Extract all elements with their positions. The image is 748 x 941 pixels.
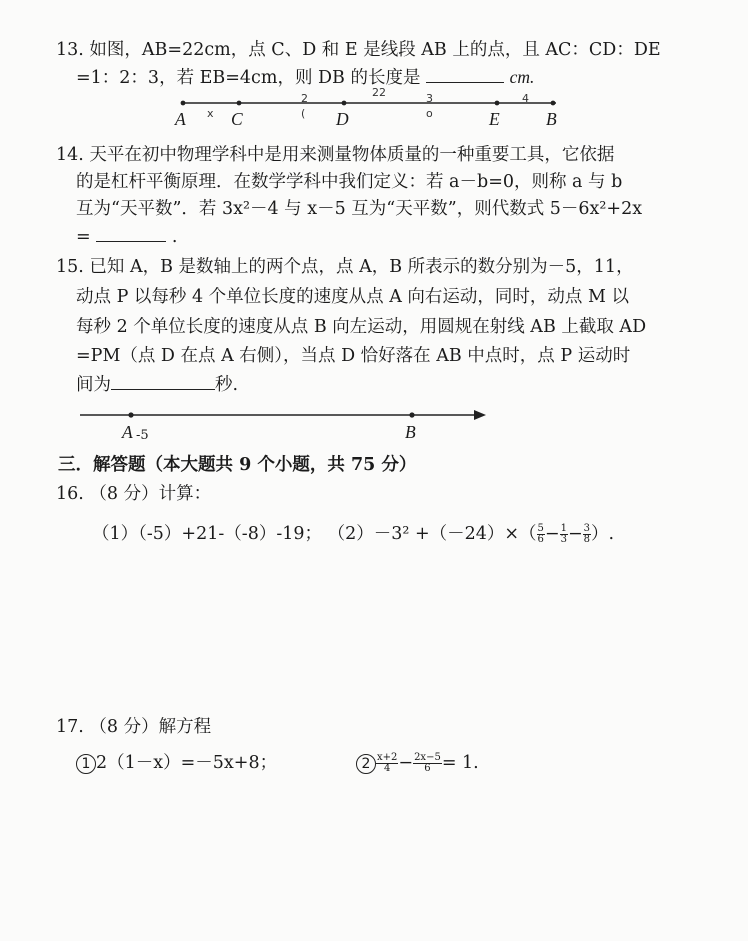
q16-part2-prefix: （2）－3² +（－24）×（ bbox=[327, 524, 537, 544]
q16-expressions bbox=[92, 523, 614, 545]
q14-text-3: 互为“天平数”．若 3x²－4 与 x－5 互为“天平数”，则代数式 5－6x²+2x bbox=[76, 199, 643, 219]
q16-points: （8 分）计算： bbox=[89, 484, 212, 504]
q15-text-1: 已知 A，B 是数轴上的两个点，点 A，B 所表示的数分别为－5，11， bbox=[89, 257, 634, 277]
q13-handwritten-3: 3 bbox=[426, 92, 433, 105]
q13-unit: cm. bbox=[509, 67, 535, 87]
q13-label-b: B bbox=[546, 109, 557, 129]
q13-label-d: D bbox=[336, 109, 349, 129]
q13-text-1: 如图，AB=22cm，点 C、D 和 E 是线段 AB 上的点，且 AC：CD：DE bbox=[89, 40, 661, 60]
q17-eq2-suffix: = 1. bbox=[441, 753, 479, 773]
q13-handwritten-paren: ( bbox=[301, 107, 306, 120]
q13-handwritten-22: 22 bbox=[372, 86, 386, 99]
q16-minus-2: − bbox=[567, 524, 583, 544]
q16-f1-num: 5 bbox=[537, 523, 544, 534]
q13-handwritten-2: 2 bbox=[301, 92, 308, 105]
q17-fa-den: 4 bbox=[384, 763, 391, 774]
q15-label-b: B bbox=[405, 422, 416, 442]
q17-minus: − bbox=[398, 753, 414, 773]
q16-header bbox=[56, 483, 211, 505]
q16-fraction-3-8 bbox=[583, 524, 591, 545]
q16-fraction-1-3 bbox=[560, 524, 568, 545]
q17-fraction-b bbox=[413, 753, 442, 774]
q16-f2-den: 3 bbox=[560, 534, 567, 545]
q17-header bbox=[56, 716, 211, 738]
q13-label-c: C bbox=[231, 109, 243, 129]
q14-number: 14. bbox=[56, 145, 84, 165]
q16-part2-suffix: ）. bbox=[591, 524, 615, 544]
q14-equals: = bbox=[76, 227, 91, 247]
q13-handwritten-4: 4 bbox=[522, 92, 529, 105]
q17-fb-den: 6 bbox=[424, 763, 431, 774]
q17-fa-num: x+2 bbox=[377, 752, 398, 763]
q15-text-4: =PM（点 D 在点 A 右侧），当点 D 恰好落在 AB 中点时，点 P 运动时 bbox=[76, 346, 631, 366]
q13-handwritten-x: x bbox=[207, 107, 214, 120]
q13-text-2: =1：2：3，若 EB=4cm，则 DB 的长度是 bbox=[76, 68, 421, 88]
q13-handwritten-o: o bbox=[426, 107, 433, 120]
q16-minus-1: − bbox=[544, 524, 560, 544]
q17-circled-2: 2 bbox=[356, 754, 376, 774]
q16-f2-num: 1 bbox=[560, 523, 567, 534]
q17-fraction-a bbox=[376, 753, 398, 774]
q17-points: （8 分）解方程 bbox=[89, 717, 212, 737]
q15-number: 15. bbox=[56, 257, 84, 277]
q17-equation-2 bbox=[356, 752, 479, 774]
q13-label-e: E bbox=[489, 109, 500, 129]
q14-period: . bbox=[171, 227, 178, 247]
q16-number: 16. bbox=[56, 484, 84, 504]
q16-f3-num: 3 bbox=[583, 523, 591, 534]
q15-text-3: 每秒 2 个单位长度的速度从点 B 向左运动，用圆规在射线 AB 上截取 AD bbox=[76, 317, 647, 337]
q13-label-a: A bbox=[175, 109, 186, 129]
q16-part1: （1）（-5）+21-（-8）-19； bbox=[92, 524, 323, 544]
q17-eq1: 2（1－x）=－5x+8； bbox=[96, 753, 278, 773]
q15-text-2: 动点 P 以每秒 4 个单位长度的速度从点 A 向右运动，同时，动点 M 以 bbox=[76, 287, 629, 307]
q15-text-5b: 秒. bbox=[215, 375, 239, 395]
q14-text-2: 的是杠杆平衡原理．在数学学科中我们定义：若 a－b=0，则称 a 与 b bbox=[76, 172, 623, 192]
q15-axis-arrow bbox=[474, 410, 486, 420]
q15-point-b-dot bbox=[409, 412, 414, 417]
q16-f3-den: 8 bbox=[583, 534, 591, 545]
q15-label-a: A bbox=[122, 422, 133, 442]
section3-title: 三．解答题（本大题共 9 个小题，共 75 分） bbox=[58, 455, 417, 475]
q17-number: 17. bbox=[56, 717, 84, 737]
q13-number: 13. bbox=[56, 40, 84, 60]
q17-fb-num: 2x−5 bbox=[414, 752, 441, 763]
q15-point-a-dot bbox=[128, 412, 133, 417]
q17-equation-1 bbox=[76, 752, 277, 774]
q15-text-5a: 间为 bbox=[76, 375, 111, 395]
q16-fraction-5-6 bbox=[537, 524, 545, 545]
q17-circled-1: 1 bbox=[76, 754, 96, 774]
q14-text-1: 天平在初中物理学科中是用来测量物体质量的一种重要工具，它依据 bbox=[89, 145, 615, 165]
q15-label-a-value: -5 bbox=[136, 428, 149, 443]
q16-f1-den: 6 bbox=[537, 534, 544, 545]
